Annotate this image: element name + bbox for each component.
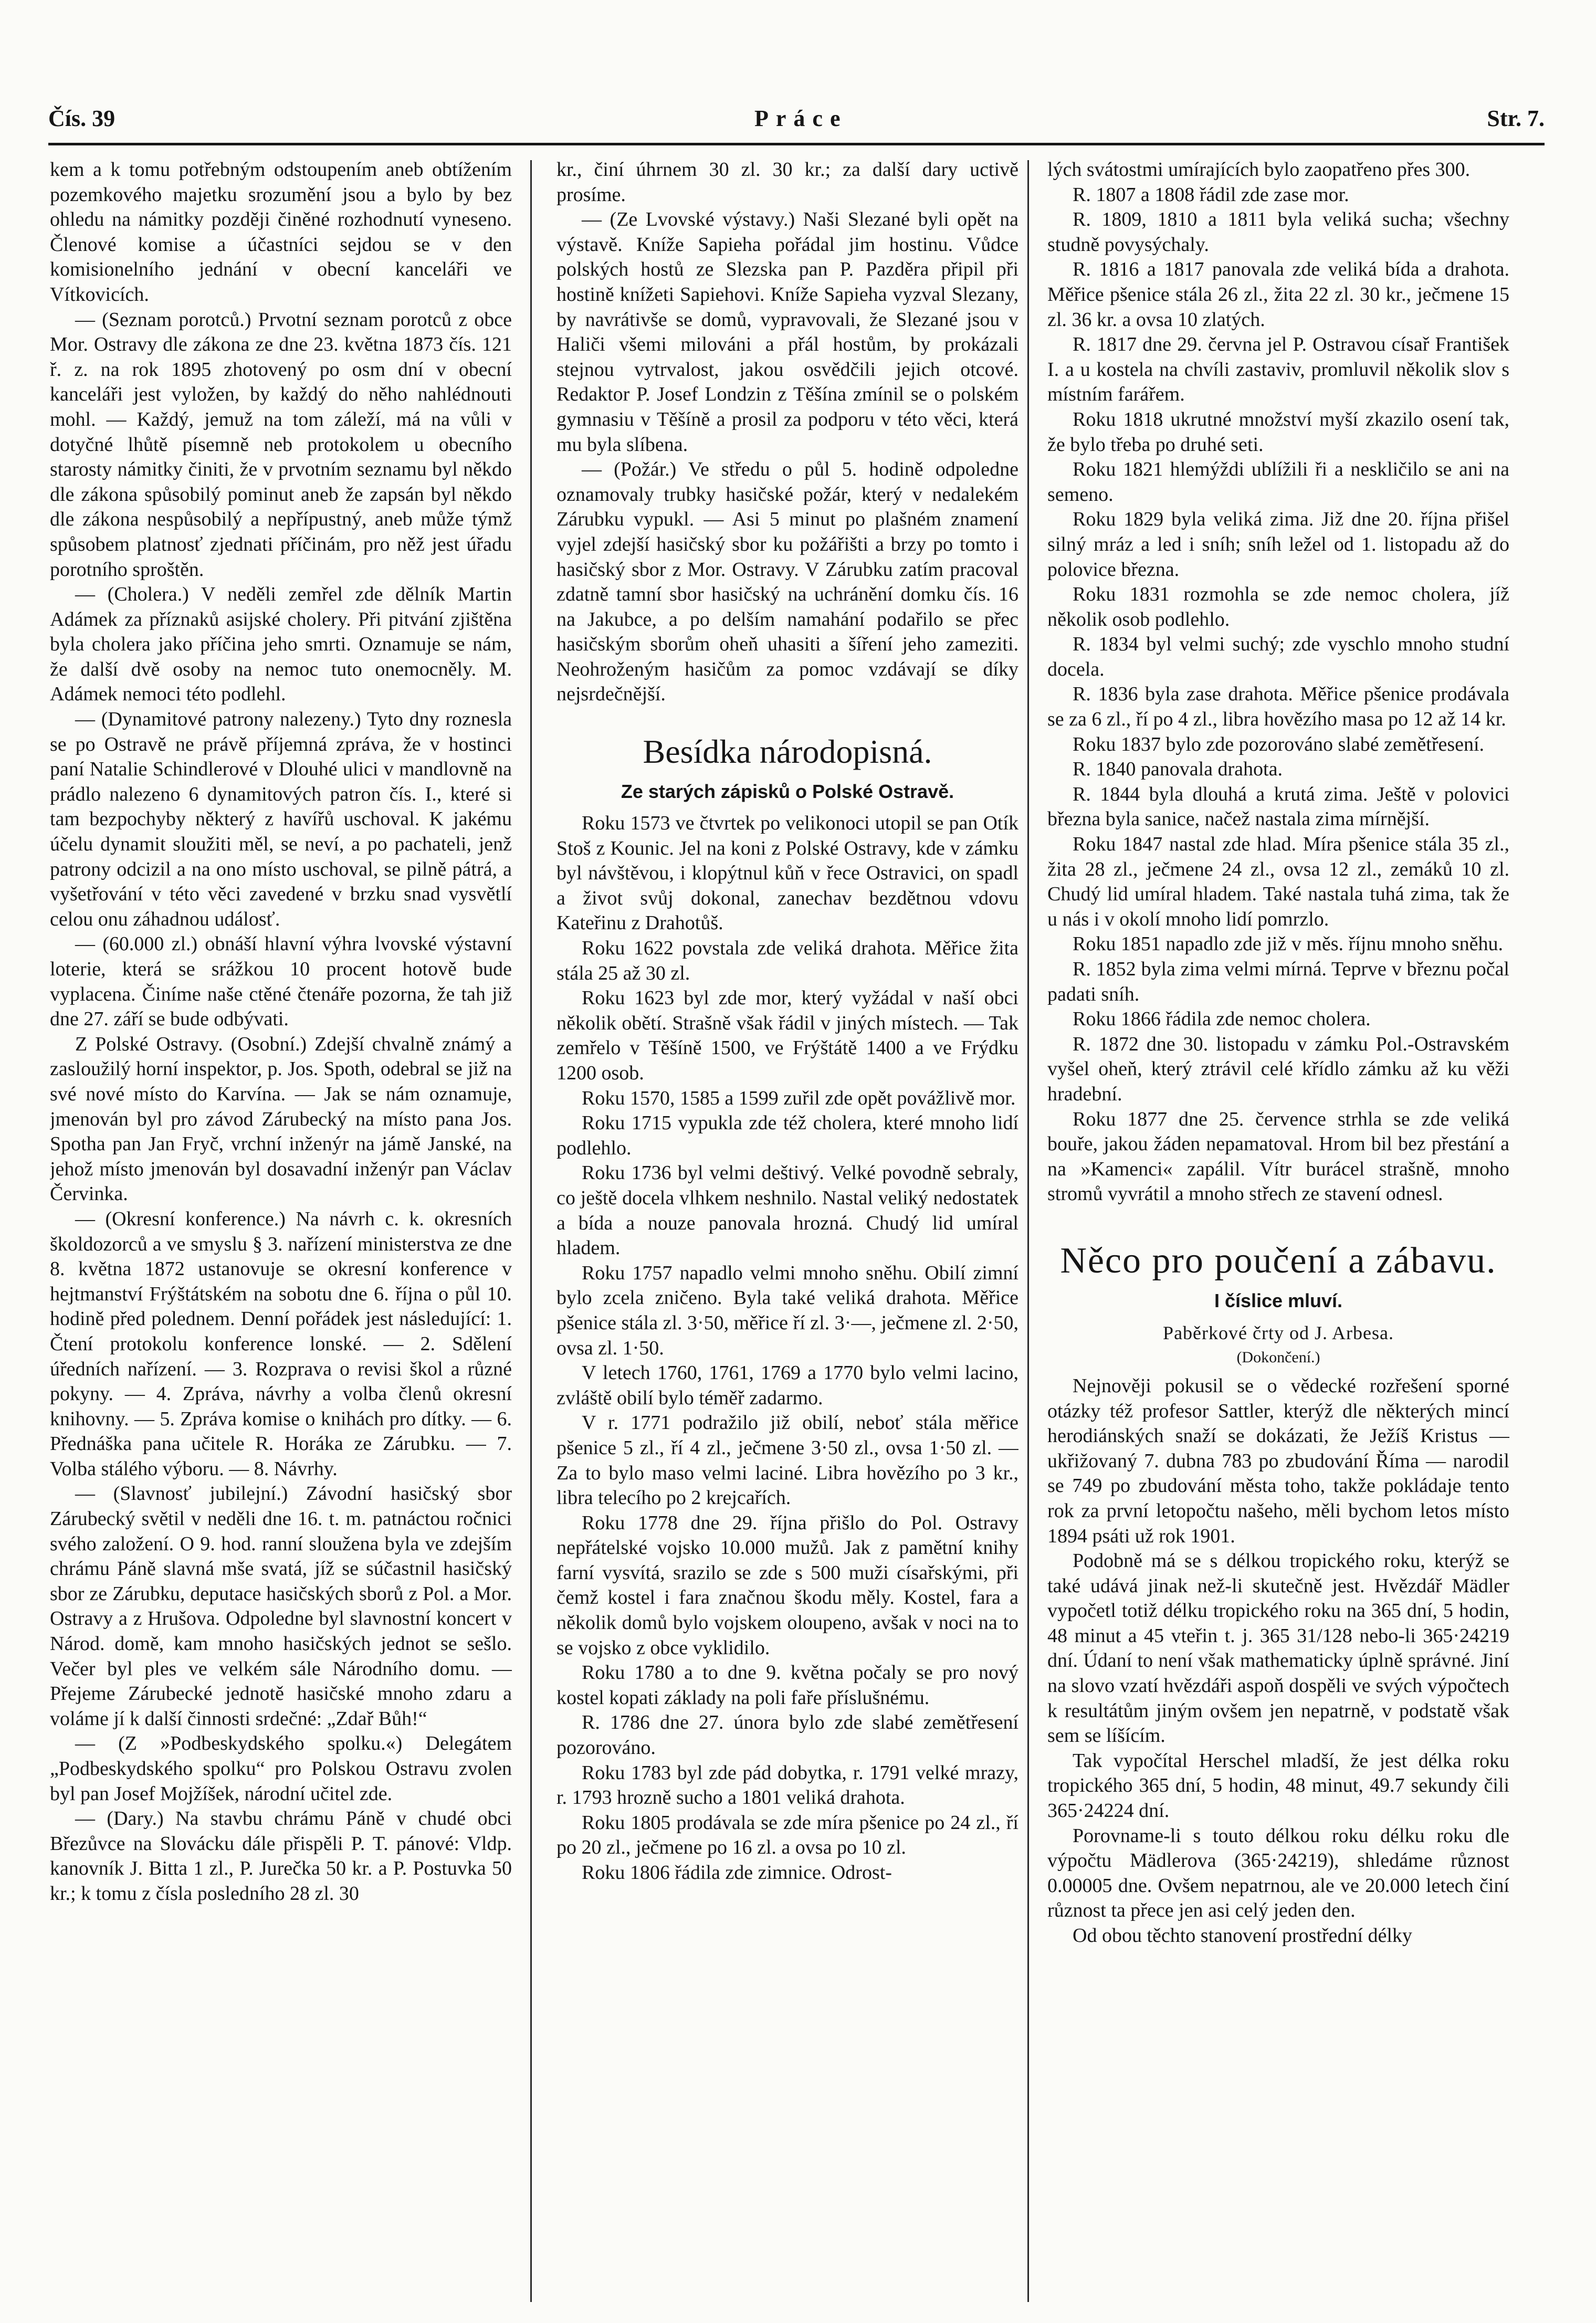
column-3 [1047, 157, 1509, 2315]
chronicle-paragraph: R. 1807 a 1808 řádil zde zase mor. [1073, 183, 1349, 206]
chronicle-paragraph: Roku 1805 prodávala se zde míra pšenice po 24 zl., ří po 20 zl., ječmene po 16 zl. a ovsa po 10 zl. [556, 1811, 1018, 1859]
issue-number: Čís. 39 [48, 106, 116, 131]
chronicle-paragraph: Roku 1778 dne 29. října přišlo do Pol. Ostravy nepřátelské vojsko 10.000 mužů. Jak z pamětní knihy farní vysvítá, srazilo se zde s 500 muži císařskými, při čemž kostel i fara značnou škodu měly. Kostel, fara a několik domů bylo vojskem oloupeno, avšak v noci na to se vojsko z obce vyklidilo. [556, 1511, 1018, 1659]
chronicle-paragraph: R. 1836 byla zase drahota. Měřice pšenice prodávala se za 6 zl., ří po 4 zl., libra hovězího masa po 12 až 14 kr. [1047, 683, 1509, 731]
article-paragraph: — (Seznam porotců.) Prvotní seznam porotců z obce Mor. Ostravy dle zákona ze dne 23. května 1873 čís. 121 ř. z. na rok 1895 zhotovený po osm dní v obecní kanceláři jest vyložen, by každý do něho nahlédnouti mohl. — Každý, jemuž na tom záleží, má na vůli v dotyčné lhůtě písemně neb protokolem u obecního starosty námitky činiti, že v prvotním seznamu byl někdo dle zákona spůsobilý pominut aneb že zapsán byl někdo dle zákona nespůsobilý a nepřípustný, aneb může týmž spůsobem platnosť zjednati příčinám, pro něž jest úřadu porotního sproštěn. [50, 308, 512, 581]
chronicle-paragraph: Roku 1806 řádila zde zimnice. Odrost- [582, 1862, 892, 1884]
chronicle-paragraph: Roku 1623 byl zde mor, který vyžádal v naší obci několik obětí. Strašně však řádil v jiných místech. — Tak zemřelo v Těšíně 1500, ve Frýštátě 1400 a ve Frýdku 1200 osob. [556, 987, 1018, 1084]
chronicle-paragraph: R. 1844 byla dlouhá a krutá zima. Ještě v polovici března byla sanice, načež nastala zima mírnější. [1047, 783, 1509, 831]
chronicle-paragraph: Roku 1831 rozmohla se zde nemoc cholera, jíž několik osob podlehlo. [1047, 583, 1509, 630]
column-1 [50, 157, 512, 2315]
section-title-besidka: Besídka národopisná. [643, 733, 932, 771]
chronicle-paragraph: Roku 1622 povstala zde veliká drahota. Měřice žita stála 25 až 30 zl. [556, 937, 1018, 984]
column-divider-1 [530, 160, 532, 2302]
article-paragraph: Z Polské Ostravy. (Osobní.) Zdejší chvalně známý a zasloužilý horní inspektor, p. Jos. Spoth, odebral se již na své nové místo do Karvína. — Jak se nám oznamuje, jmenován byl pro závod Zárubecký na místo pana Jos. Spotha pan Jan Fryč, vrchní inženýr na jámě Janské, na jehož místo jmenován byl dosavadní inženýr pan Václav Červinka. [50, 1033, 512, 1205]
chronicle-paragraph: Roku 1837 bylo zde pozorováno slabé zemětřesení. [1073, 733, 1485, 755]
article-paragraph: — (Dary.) Na stavbu chrámu Páně v chudé obci Březůvce na Slovácku dále přispěli P. T. pánové: Vldp. kanovník J. Bitta 1 zl., P. Jurečka 50 kr. a P. Postuvka 50 kr.; k tomu z čísla posledního 28 zl. 30 [50, 1807, 512, 1905]
column-divider-2 [1027, 160, 1029, 2302]
article-paragraph: — (Dynamitové patrony nalezeny.) Tyto dny roznesla se po Ostravě ne právě příjemná zpráva, že v hostinci paní Natalie Schindlerové v Dlouhé ulici v mandlovně na prádlo nalezeno 6 dynamitových patron čís. I., které si tam bezpochyby některý z havířů uschoval. K jakému účelu dynamit sloužiti měl, se neví, a po pachateli, jenž patrony odcizil a na ono místo uschoval, se pilně pátrá, a vyšetřování v této věci zavedené v brzku snad vysvětlí celou onu záhadnou událosť. [50, 708, 512, 930]
section-title-neco: Něco pro poučení a zábavu. [1060, 1240, 1497, 1281]
article-paragraph: — (Cholera.) V neděli zemřel zde dělník Martin Adámek za příznaků asijské cholery. Při pitvání zjištěna byla cholera jako příčina jeho smrti. Oznamuje se nám, že další dvě osoby na nemoc tuto onemocněly. M. Adámek nemoci této podlehl. [50, 583, 512, 706]
article-paragraph: Tak vypočítal Herschel mladší, že jest délka roku tropického 365 dní, 5 hodin, 48 minut, 49.7 sekundy čili 365·24224 dní. [1047, 1749, 1509, 1822]
article-paragraph: — (Ze Lvovské výstavy.) Naši Slezané byli opět na výstavě. Kníže Sapieha pořádal jim hostinu. Vůdce polských hostů ze Slezska pan P. Pazděra připil při hostině knížeti Sapiehovi. Kníže Sapieha vyzval Slezany, by navrátivše se domů, vypravovali, že Slezané jsou v Haliči všemi milováni a přál hostům, by prokázali stejnou vytrvalost, jakou osvědčili jejich otcové. Redaktor P. Josef Londzin z Těšína zmínil se o polském gymnasiu v Těšíně a prosil za podporu v této věci, která mu byla slíbena. [556, 208, 1018, 456]
article-paragraph: — (Z »Podbeskydského spolku.«) Delegátem „Podbeskydského spolku“ pro Polskou Ostravu zvolen byl pan Josef Mojžíšek, národní učitel zde. [50, 1732, 512, 1805]
chronicle-paragraph: Roku 1570, 1585 a 1599 zuřil zde opět povážlivě mor. [582, 1087, 1016, 1109]
article-paragraph: Porovname-li s touto délkou roku délku roku dle výpočtu Mädlerova (365·24219), shledáme různost 0.00005 dne. Ovšem nepatrnou, ale ve 20.000 letech činí různost ta přece jen asi celý jeden den. [1047, 1824, 1509, 1922]
continued-note: (Dokončení.) [1236, 1348, 1320, 1366]
article-paragraph: kem a k tomu potřebným odstoupením aneb obtížením pozemkového majetku srozumění jsou a bylo by bez ohledu na námitky později činěné rozhodnutí vyneseno. Členové komise a účastníci sejdou se v den komisionelního jednání v obecní kanceláři ve Vítkovicích. [50, 159, 512, 306]
chronicle-paragraph: Roku 1818 ukrutné množství myší zkazilo osení tak, že bylo třeba po druhé seti. [1047, 408, 1509, 456]
newspaper-title: Práce [754, 106, 848, 131]
chronicle-paragraph: Roku 1780 a to dne 9. května počaly se pro nový kostel kopati základy na poli faře příslušnému. [556, 1662, 1018, 1709]
chronicle-paragraph: R. 1852 byla zima velmi mírná. Teprve v březnu počal padati sníh. [1047, 958, 1509, 1005]
chronicle-paragraph: Roku 1757 napadlo velmi mnoho sněhu. Obilí zimní bylo zcela zničeno. Byla také veliká drahota. Měřice pšenice stála zl. 3·50, měřice ří zl. 3·—, ječmene zl. 2·50, ovsa zl. 1·50. [556, 1262, 1018, 1359]
chronicle-paragraph: R. 1840 panovala drahota. [1073, 758, 1283, 781]
chronicle-paragraph: Roku 1829 byla veliká zima. Již dne 20. října přišel silný mráz a led i sníh; sníh ležel od 1. listopadu až do polovice března. [1047, 508, 1509, 581]
chronicle-paragraph: R. 1816 a 1817 panovala zde veliká bída a drahota. Měřice pšenice stála 26 zl., žita 22 zl. 30 kr., ječmene 15 zl. 36 kr. a ovsa 10 zlatých. [1047, 258, 1509, 331]
header-rule [48, 143, 1545, 145]
chronicle-paragraph: R. 1872 dne 30. listopadu v zámku Pol.-Ostravském vyšel oheň, který ztrávil celé křídlo zámku až ku věži hradební. [1047, 1033, 1509, 1105]
column-2 [556, 157, 1018, 2315]
chronicle-paragraph: Roku 1847 nastal zde hlad. Míra pšenice stála 35 zl., žita 28 zl., ječmene 24 zl., ovsa 12 zl., zemáků 10 zl. Chudý lid umíral hladem. Také nastala tuhá zima, tak že u nás i v okolí mnoho lidí pomrzlo. [1047, 833, 1509, 930]
chronicle-paragraph: V r. 1771 podražilo již obilí, neboť stála měřice pšenice 5 zl., ří 4 zl., ječmene 3·50 zl., ovsa 1·50 zl. — Za to bylo maso velmi laciné. Libra hovězího po 3 kr., libra telecího po 2 krejcařích. [556, 1412, 1018, 1509]
page-number: Str. 7. [1487, 106, 1545, 131]
chronicle-paragraph: lých svátostmi umírajících bylo zaopatřeno přes 300. [1047, 159, 1471, 181]
chronicle-paragraph: Roku 1877 dne 25. července strhla se zde veliká bouře, jakou žáden nepamatoval. Hrom bil bez přestání a na »Kamenci« zapálil. Vítr burácel strašně, mnoho stromů vyvrátil a mnoho střech ze stavení odnesl. [1047, 1108, 1509, 1205]
article-paragraph: kr., činí úhrnem 30 zl. 30 kr.; za další dary uctivě prosíme. [556, 159, 1018, 206]
chronicle-paragraph: V letech 1760, 1761, 1769 a 1770 bylo velmi lacino, zvláště obilí bylo téměř zadarmo. [556, 1362, 1018, 1409]
page-header [48, 105, 1545, 142]
chronicle-paragraph: Roku 1736 byl velmi deštivý. Velké povodně sebraly, co ještě docela vlhkem neshnilo. Nastal veliký nedostatek a bída a nouze panovala hrozná. Chudý lid umíral hladem. [556, 1162, 1018, 1259]
article-paragraph: Od obou těchto stanovení prostřední délky [1073, 1925, 1412, 1947]
section-subtitle: Ze starých zápisků o Polské Ostravě. [621, 781, 954, 803]
chronicle-paragraph: Roku 1715 vypukla zde též cholera, které mnoho lidí podlehlo. [556, 1112, 1018, 1159]
chronicle-paragraph: R. 1834 byl velmi suchý; zde vyschlo mnoho studní docela. [1047, 633, 1509, 680]
article-paragraph: — (Požár.) Ve středu o půl 5. hodině odpoledne oznamovaly trubky hasičské požár, který v nedalekém Zárubku vypukl. — Asi 5 minut po plašném znamení vyjel zdejší hasičský sbor ku požářišti a brzy po tomto i hasičský sbor z Mor. Ostravy. V Zárubku zatím pracoval zdatně tamní sbor hasičský na uchránění domku čís. 16 na Jakubce, a po delším namahání podařilo se přec hasičským sborům oheň uhasiti a šíření jeho zameziti. Neohroženým hasičům za pomoc vzdávají se díky nejsrdečnější. [556, 458, 1018, 706]
byline: Paběrkové črty od J. Arbesa. [1163, 1322, 1394, 1343]
chronicle-paragraph: R. 1817 dne 29. června jel P. Ostravou císař František I. a u kostela na chvíli zastaviv, promluvil několik slov s místním farářem. [1047, 333, 1509, 406]
chronicle-paragraph: Roku 1851 napadlo zde již v měs. říjnu mnoho sněhu. [1073, 933, 1504, 955]
chronicle-paragraph: Roku 1866 řádila zde nemoc cholera. [1073, 1008, 1371, 1031]
article-paragraph: — (Slavnosť jubilejní.) Závodní hasičský sbor Zárubecký světil v neděli dne 16. t. m. patnáctou ročnici svého založení. O 9. hod. ranní sloužena byla ve zdejším chrámu Páně slavná mše svatá, jíž se súčastnil hasičský sbor ze Zárubku, deputace hasičských sborů z Pol. a Mor. Ostravy a z Hrušova. Odpoledne byl slavnostní koncert v Národ. domě, kam mnoho hasičských jednot se sešlo. Večer byl ples ve velkém sále Národního domu. — Přejeme Zárubecké jednotě hasičské mnoho zdaru a voláme jí k další činnosti srdečné: „Zdař Bůh!“ [50, 1483, 512, 1730]
article-paragraph: — (60.000 zl.) obnáší hlavní výhra lvovské výstavní loterie, která se srážkou 10 procent hotově bude vyplacena. Činíme naše ctěné čtenáře pozorna, že tah již dne 27. září se bude odbývati. [50, 933, 512, 1031]
article-paragraph: — (Okresní konference.) Na návrh c. k. okresních školdozorců a ve smyslu § 3. nařízení ministerstva ze dne 8. května 1872 ustanovuje se okresní konference v hejtmanství Frýštátském na sobotu dne 6. října o půl 10. hodině před polednem. Denní pořádek jest následující: 1. Čtení protokolu konference lonské. — 2. Sdělení úředních nařízení. — 3. Rozprava o revisi škol a různé pokyny. — 4. Zpráva, návrhy a volba členů okresní knihovny. — 5. Zpráva komise o knihách pro dítky. — 6. Přednáška pana učitele R. Horáka ze Zárubku. — 7. Volba stálého výboru. — 8. Návrhy. [50, 1207, 512, 1480]
article-paragraph: Podobně má se s délkou tropického roku, kterýž se také udává jinak než-li skutečně jest. Hvězdář Mädler vypočetl totiž délku tropického roku na 365 dní, 5 hodin, 48 minut a 45 vteřin t. j. 365 31/128 nebo-li 365·24219 dní. Údaní to není však mathematicky úplně správné. Jiní na slovo vzatí hvězdáři aspoň dospěli ve svých výpočtech k resultátům jiným ovšem jen nepatrně, v podstatě však sem se líšícím. [1047, 1550, 1509, 1747]
section-subtitle: I číslice mluví. [1214, 1289, 1343, 1311]
chronicle-paragraph: R. 1809, 1810 a 1811 byla veliká sucha; všechny studně povysýchaly. [1047, 208, 1509, 256]
chronicle-paragraph: R. 1786 dne 27. února bylo zde slabé zemětřesení pozorováno. [556, 1711, 1018, 1759]
chronicle-paragraph: Roku 1783 byl zde pád dobytka, r. 1791 velké mrazy, r. 1793 hrozně sucho a 1801 veliká drahota. [556, 1761, 1018, 1809]
chronicle-paragraph: Roku 1821 hlemýždi ublížili ři a neskličilo se ani na semeno. [1047, 458, 1509, 506]
article-paragraph: Nejnověji pokusil se o vědecké rozřešení sporné otázky též profesor Sattler, kterýž dle některých mincí herodiánských snaží se dokázati, že Ježíš Kristus — ukřižovaný 7. dubna 783 po zbudování Říma — narodil se 749 po zbudování města toho, takže pokládaje tento rok za první letopočtu našeho, měli bychom letos místo 1894 psáti už rok 1901. [1047, 1374, 1509, 1547]
chronicle-paragraph: Roku 1573 ve čtvrtek po velikonoci utopil se pan Otík Stoš z Kounic. Jel na koni z Polské Ostravy, kde v zámku byl návštěvou, i klopýtnul kůň v řece Ostravici, on spadl a život svůj dokonal, zanechav bezdětnou vdovu Kateřinu z Drahotůš. [556, 812, 1018, 934]
